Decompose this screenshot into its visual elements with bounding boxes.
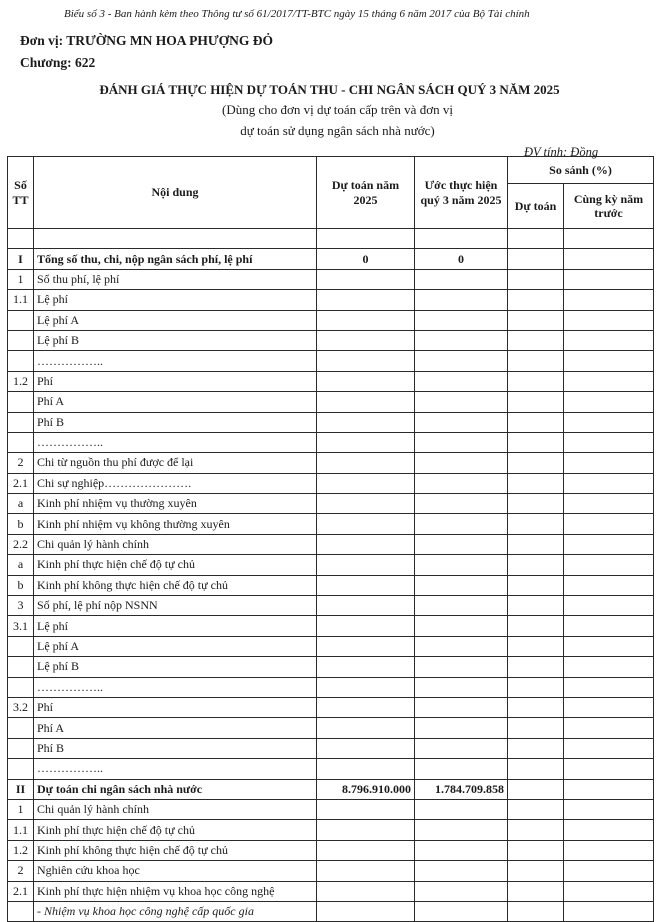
row-stt: 2 — [8, 861, 34, 881]
header-compare-estimate: Dự toán — [508, 184, 564, 229]
row-actual — [415, 290, 508, 310]
row-estimate — [317, 351, 415, 371]
row-content: Phí B — [34, 412, 317, 432]
table-row — [8, 392, 654, 412]
table-row — [8, 351, 654, 371]
row-compare-estimate — [508, 616, 564, 636]
row-actual — [415, 330, 508, 350]
row-actual — [415, 351, 508, 371]
row-actual — [415, 901, 508, 921]
header-stt: Số TT — [8, 157, 34, 229]
row-compare-same-period — [564, 330, 654, 350]
header-content: Nội dung — [34, 157, 317, 229]
table-row — [8, 494, 654, 514]
row-content: Kinh phí thực hiện chế độ tự chủ — [34, 555, 317, 575]
table-row — [8, 534, 654, 554]
row-compare-same-period — [564, 534, 654, 554]
row-estimate — [317, 881, 415, 901]
row-stt — [8, 901, 34, 921]
row-compare-estimate — [508, 759, 564, 779]
row-estimate — [317, 555, 415, 575]
row-compare-estimate — [508, 412, 564, 432]
row-content: Dự toán chi ngân sách nhà nước — [34, 779, 317, 799]
row-content: Kinh phí nhiệm vụ thường xuyên — [34, 494, 317, 514]
row-compare-estimate — [508, 514, 564, 534]
table-row — [8, 514, 654, 534]
report-title: ĐÁNH GIÁ THỰC HIỆN DỰ TOÁN THU - CHI NGÂN SÁCH QUÝ 3 NĂM 2025 — [99, 82, 560, 97]
row-compare-same-period — [564, 371, 654, 391]
row-content: Chi từ nguồn thu phí được để lại — [34, 453, 317, 473]
row-compare-estimate — [508, 473, 564, 493]
table-row — [8, 861, 654, 881]
row-compare-same-period — [564, 575, 654, 595]
row-content: - Nhiệm vụ khoa học công nghệ cấp quốc gia — [34, 901, 317, 921]
row-compare-same-period — [564, 596, 654, 616]
row-compare-same-period — [564, 840, 654, 860]
table-row — [8, 881, 654, 901]
row-content: …………….. — [34, 351, 317, 371]
row-actual — [415, 759, 508, 779]
row-estimate — [317, 371, 415, 391]
row-actual: 1.784.709.858 — [415, 779, 508, 799]
row-stt — [8, 351, 34, 371]
row-actual — [415, 555, 508, 575]
row-compare-estimate — [508, 657, 564, 677]
row-stt — [8, 412, 34, 432]
row-content: Phí — [34, 371, 317, 391]
row-compare-estimate — [508, 738, 564, 758]
row-estimate — [317, 290, 415, 310]
report-subtitle-line1: (Dùng cho đơn vị dự toán cấp trên và đơn vị — [222, 102, 453, 117]
row-compare-estimate — [508, 453, 564, 473]
row-actual — [415, 799, 508, 819]
row-compare-estimate — [508, 799, 564, 819]
row-estimate — [317, 392, 415, 412]
row-compare-estimate — [508, 697, 564, 717]
row-compare-estimate — [508, 840, 564, 860]
row-content: Số thu phí, lệ phí — [34, 269, 317, 289]
row-stt: I — [8, 249, 34, 269]
row-compare-estimate — [508, 494, 564, 514]
row-compare-same-period — [564, 392, 654, 412]
row-content: Chi quản lý hành chính — [34, 534, 317, 554]
row-estimate — [317, 412, 415, 432]
row-actual — [415, 473, 508, 493]
row-content: Phí A — [34, 718, 317, 738]
row-compare-same-period — [564, 677, 654, 697]
row-compare-estimate — [508, 249, 564, 269]
table-row — [8, 840, 654, 860]
row-compare-same-period — [564, 738, 654, 758]
table-row — [8, 616, 654, 636]
row-content: Lệ phí A — [34, 310, 317, 330]
row-content: Số phí, lệ phí nộp NSNN — [34, 596, 317, 616]
row-content: Tổng số thu, chi, nộp ngân sách phí, lệ phí — [34, 249, 317, 269]
row-actual — [415, 453, 508, 473]
row-estimate — [317, 616, 415, 636]
report-subtitle-line2: dự toán sử dụng ngân sách nhà nước) — [240, 123, 435, 138]
table-row — [8, 269, 654, 289]
row-compare-same-period — [564, 861, 654, 881]
row-estimate — [317, 718, 415, 738]
row-stt: 1.2 — [8, 371, 34, 391]
row-compare-same-period — [564, 494, 654, 514]
row-estimate — [317, 534, 415, 554]
row-actual — [415, 432, 508, 452]
row-actual — [415, 412, 508, 432]
row-estimate — [317, 636, 415, 656]
row-content: …………….. — [34, 677, 317, 697]
row-stt — [8, 759, 34, 779]
row-compare-same-period — [564, 901, 654, 921]
table-row — [8, 575, 654, 595]
row-actual — [415, 616, 508, 636]
row-estimate — [317, 697, 415, 717]
table-row — [8, 697, 654, 717]
table-row — [8, 738, 654, 758]
row-estimate — [317, 840, 415, 860]
row-content: Kinh phí nhiệm vụ không thường xuyên — [34, 514, 317, 534]
row-compare-same-period — [564, 881, 654, 901]
header-estimate: Dự toán năm 2025 — [317, 157, 415, 229]
row-compare-same-period — [564, 249, 654, 269]
table-row — [8, 555, 654, 575]
row-estimate — [317, 575, 415, 595]
row-compare-same-period — [564, 269, 654, 289]
row-content: Kinh phí thực hiện nhiệm vụ khoa học công nghệ — [34, 881, 317, 901]
row-compare-estimate — [508, 901, 564, 921]
row-estimate — [317, 330, 415, 350]
row-compare-estimate — [508, 779, 564, 799]
row-compare-same-period — [564, 310, 654, 330]
row-compare-estimate — [508, 596, 564, 616]
row-content: Lệ phí A — [34, 636, 317, 656]
row-stt: 3.1 — [8, 616, 34, 636]
row-estimate — [317, 738, 415, 758]
row-stt — [8, 310, 34, 330]
row-stt — [8, 229, 34, 249]
header-actual: Ước thực hiện quý 3 năm 2025 — [415, 157, 508, 229]
row-actual — [415, 840, 508, 860]
row-compare-estimate — [508, 432, 564, 452]
row-compare-same-period — [564, 697, 654, 717]
row-actual — [415, 494, 508, 514]
row-compare-same-period — [564, 453, 654, 473]
row-estimate — [317, 820, 415, 840]
row-estimate: 8.796.910.000 — [317, 779, 415, 799]
row-content: Kinh phí thực hiện chế độ tự chủ — [34, 820, 317, 840]
row-stt — [8, 636, 34, 656]
row-compare-estimate — [508, 555, 564, 575]
row-compare-estimate — [508, 636, 564, 656]
row-stt — [8, 738, 34, 758]
table-row — [8, 759, 654, 779]
row-estimate — [317, 759, 415, 779]
table-row — [8, 453, 654, 473]
row-actual — [415, 677, 508, 697]
table-row — [8, 371, 654, 391]
row-content: Chi sự nghiệp…………………. — [34, 473, 317, 493]
table-row — [8, 820, 654, 840]
table-row — [8, 596, 654, 616]
row-stt: a — [8, 555, 34, 575]
table-row — [8, 310, 654, 330]
row-compare-estimate — [508, 861, 564, 881]
row-stt: 2.1 — [8, 881, 34, 901]
row-compare-estimate — [508, 677, 564, 697]
row-content: Chi quản lý hành chính — [34, 799, 317, 819]
row-estimate — [317, 677, 415, 697]
row-stt: 2.1 — [8, 473, 34, 493]
row-actual — [415, 596, 508, 616]
row-estimate — [317, 473, 415, 493]
row-actual — [415, 392, 508, 412]
table-row — [8, 636, 654, 656]
row-estimate — [317, 514, 415, 534]
row-compare-same-period — [564, 657, 654, 677]
row-stt — [8, 657, 34, 677]
row-compare-same-period — [564, 473, 654, 493]
row-compare-estimate — [508, 575, 564, 595]
row-stt: 2.2 — [8, 534, 34, 554]
row-estimate — [317, 269, 415, 289]
row-stt: 1 — [8, 269, 34, 289]
row-estimate — [317, 799, 415, 819]
row-actual — [415, 310, 508, 330]
row-compare-estimate — [508, 881, 564, 901]
row-stt: 1.1 — [8, 820, 34, 840]
row-actual — [415, 881, 508, 901]
row-actual — [415, 657, 508, 677]
row-compare-estimate — [508, 310, 564, 330]
row-stt: 2 — [8, 453, 34, 473]
row-actual: 0 — [415, 249, 508, 269]
row-content: Phí — [34, 697, 317, 717]
row-stt — [8, 330, 34, 350]
row-estimate — [317, 861, 415, 881]
row-compare-estimate — [508, 820, 564, 840]
row-actual — [415, 861, 508, 881]
row-compare-same-period — [564, 799, 654, 819]
table-row — [8, 779, 654, 799]
currency-unit: ĐV tính: Đồng — [524, 145, 599, 159]
table-row — [8, 799, 654, 819]
row-compare-estimate — [508, 392, 564, 412]
row-stt — [8, 677, 34, 697]
table-row — [8, 412, 654, 432]
row-compare-estimate — [508, 534, 564, 554]
table-body — [8, 229, 654, 922]
row-content: Phí B — [34, 738, 317, 758]
row-estimate — [317, 432, 415, 452]
row-actual — [415, 229, 508, 249]
row-compare-estimate — [508, 330, 564, 350]
row-compare-same-period — [564, 718, 654, 738]
table-row — [8, 330, 654, 350]
table-row — [8, 657, 654, 677]
row-actual — [415, 514, 508, 534]
row-stt: 1.2 — [8, 840, 34, 860]
row-content: Phí A — [34, 392, 317, 412]
row-content: …………….. — [34, 432, 317, 452]
budget-table — [7, 156, 654, 922]
row-compare-same-period — [564, 820, 654, 840]
table-row — [8, 249, 654, 269]
row-stt — [8, 718, 34, 738]
row-estimate — [317, 453, 415, 473]
form-reference-note: Biểu số 3 - Ban hành kèm theo Thông tư số 61/2017/TT-BTC ngày 15 tháng 6 năm 2017 của Bộ Tài chính — [64, 8, 530, 20]
header-compare-same-period: Cùng kỳ năm trước — [564, 184, 654, 229]
row-compare-same-period — [564, 290, 654, 310]
row-actual — [415, 738, 508, 758]
row-compare-same-period — [564, 514, 654, 534]
row-actual — [415, 820, 508, 840]
row-content: Kinh phí không thực hiện chế độ tự chủ — [34, 840, 317, 860]
row-compare-same-period — [564, 412, 654, 432]
row-actual — [415, 575, 508, 595]
row-actual — [415, 718, 508, 738]
row-estimate — [317, 596, 415, 616]
chapter-code: Chương: 622 — [20, 55, 96, 70]
row-estimate — [317, 310, 415, 330]
row-stt — [8, 432, 34, 452]
row-actual — [415, 371, 508, 391]
row-content: Lệ phí B — [34, 330, 317, 350]
row-compare-same-period — [564, 351, 654, 371]
table-row — [8, 901, 654, 921]
table-row — [8, 718, 654, 738]
row-estimate — [317, 229, 415, 249]
table-row — [8, 473, 654, 493]
row-stt: II — [8, 779, 34, 799]
row-actual — [415, 269, 508, 289]
row-compare-estimate — [508, 351, 564, 371]
row-compare-same-period — [564, 432, 654, 452]
row-compare-same-period — [564, 229, 654, 249]
row-content: Lệ phí B — [34, 657, 317, 677]
row-stt: b — [8, 575, 34, 595]
row-compare-same-period — [564, 555, 654, 575]
table-row — [8, 677, 654, 697]
row-content: Kinh phí không thực hiện chế độ tự chủ — [34, 575, 317, 595]
row-actual — [415, 697, 508, 717]
row-compare-estimate — [508, 269, 564, 289]
row-compare-estimate — [508, 371, 564, 391]
row-content: Nghiên cứu khoa học — [34, 861, 317, 881]
row-content: Lệ phí — [34, 290, 317, 310]
row-compare-same-period — [564, 616, 654, 636]
header-compare: So sánh (%) — [508, 157, 654, 184]
row-estimate — [317, 657, 415, 677]
row-compare-same-period — [564, 759, 654, 779]
row-compare-same-period — [564, 636, 654, 656]
row-content: …………….. — [34, 759, 317, 779]
row-content: Lệ phí — [34, 616, 317, 636]
row-stt: 1.1 — [8, 290, 34, 310]
row-stt: a — [8, 494, 34, 514]
row-actual — [415, 534, 508, 554]
row-estimate: 0 — [317, 249, 415, 269]
table-row — [8, 229, 654, 249]
row-stt: 3.2 — [8, 697, 34, 717]
row-stt: 1 — [8, 799, 34, 819]
table-row — [8, 290, 654, 310]
row-actual — [415, 636, 508, 656]
row-estimate — [317, 901, 415, 921]
row-stt: 3 — [8, 596, 34, 616]
row-content — [34, 229, 317, 249]
row-stt: b — [8, 514, 34, 534]
unit-name: Đơn vị: TRƯỜNG MN HOA PHƯỢNG ĐỎ — [20, 33, 273, 48]
row-compare-same-period — [564, 779, 654, 799]
row-estimate — [317, 494, 415, 514]
row-stt — [8, 392, 34, 412]
row-compare-estimate — [508, 290, 564, 310]
row-compare-estimate — [508, 229, 564, 249]
row-compare-estimate — [508, 718, 564, 738]
table-row — [8, 432, 654, 452]
